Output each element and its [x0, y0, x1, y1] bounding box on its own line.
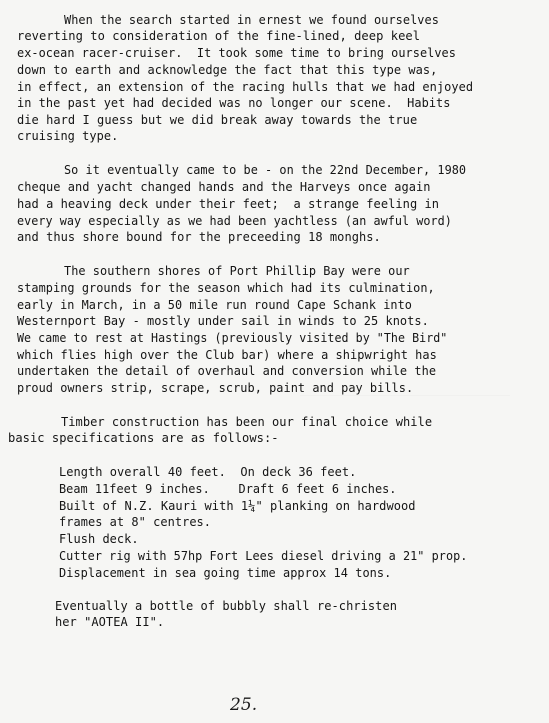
text-line: cheque and yacht changed hands and the Harveys once again	[17, 180, 431, 194]
text-line: undertaken the detail of overhaul and conversion while the	[17, 364, 437, 378]
text-line: and thus shore bound for the preceeding 18 monghs.	[17, 230, 381, 244]
text-line: stamping grounds for the season which had its culmination,	[17, 281, 435, 295]
spec-line: Built of N.Z. Kauri with 1¼" planking on hardwood	[59, 499, 416, 513]
text-line: ex-ocean racer-cruiser. It took some time to bring ourselves	[17, 46, 456, 60]
text-line: Timber construction has been our final choice while	[61, 415, 433, 429]
spec-line: Displacement in sea going time approx 14 tons.	[59, 566, 392, 580]
text-line: proud owners strip, scrape, scrub, paint and pay bills.	[17, 381, 414, 395]
text-line: Westernport Bay - mostly under sail in winds to 25 knots.	[17, 314, 429, 328]
text-line: in effect, an extension of the racing hulls that we had enjoyed	[17, 80, 474, 94]
text-line: When the search started in ernest we found ourselves	[64, 13, 439, 27]
spec-line: Beam 11feet 9 inches. Draft 6 feet 6 inches.	[59, 482, 397, 496]
page-number: 25.	[230, 695, 258, 715]
spec-line: Flush deck.	[59, 532, 139, 546]
text-line: every way especially as we had been yachtless (an awful word)	[17, 214, 452, 228]
spec-line: Length overall 40 feet. On deck 36 feet.	[59, 465, 357, 479]
text-line: The southern shores of Port Phillip Bay were our	[64, 264, 410, 278]
text-line: reverting to consideration of the fine-lined, deep keel	[17, 29, 421, 43]
text-line: in the past yet had decided was no longer our scene. Habits	[17, 96, 451, 110]
text-line: We came to rest at Hastings (previously visited by "The Bird"	[17, 331, 448, 345]
spec-line: Cutter rig with 57hp Fort Lees diesel driving a 21" prop.	[59, 549, 468, 563]
text-line: cruising type.	[17, 129, 119, 143]
text-line: down to earth and acknowledge the fact that this type was,	[17, 63, 438, 77]
text-line: So it eventually came to be - on the 22nd December, 1980	[64, 163, 467, 177]
text-line: basic specifications are as follows:-	[8, 431, 279, 445]
text-line: her "AOTEA II".	[55, 615, 165, 629]
text-line: which flies high over the Club bar) where a shipwright has	[17, 348, 437, 362]
text-line: die hard I guess but we did break away towards the true	[17, 113, 418, 127]
text-line: early in March, in a 50 mile run round Cape Schank into	[17, 298, 412, 312]
text-line: Eventually a bottle of bubbly shall re-christen	[55, 599, 398, 613]
spec-line: frames at 8" centres.	[59, 515, 212, 529]
bleed-through-texture	[300, 395, 510, 410]
text-line: had a heaving deck under their feet; a strange feeling in	[17, 197, 440, 211]
